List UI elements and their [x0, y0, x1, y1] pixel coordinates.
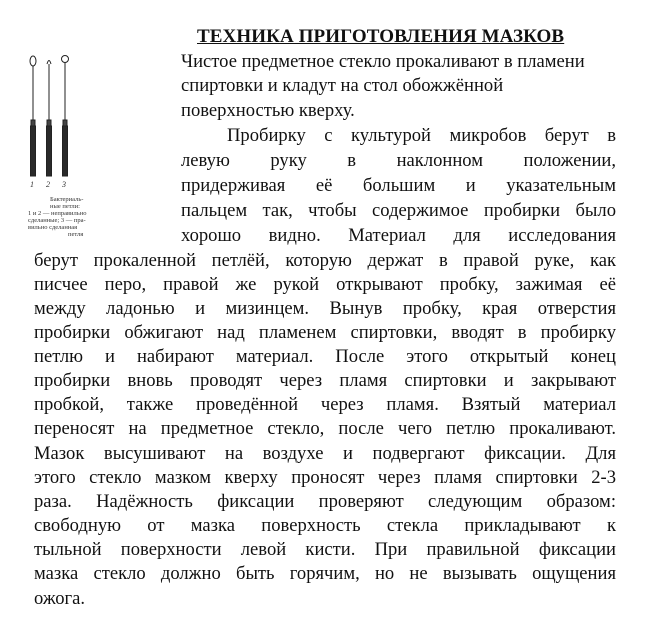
body-line: между ладонью и мизинцем. Вынув пробку, края отверстия	[34, 298, 616, 319]
body-line: левую руку в наклонном положении,	[181, 150, 616, 171]
loop-label-3: 3	[62, 180, 66, 189]
loop-label-1: 1	[30, 180, 34, 189]
body-line: спиртовки и кладут на стол обожжённой	[181, 75, 504, 96]
loop-2	[47, 61, 52, 177]
body-line: пробирки вновь проводят через пламя спиртовки и закрывают	[34, 370, 616, 391]
figure-caption-line: 1 и 2 — неправильно	[28, 210, 87, 217]
body-line: тыльной поверхности левой кисти. При правильной фиксации	[34, 539, 616, 560]
figure-caption-line: ные петли:	[50, 203, 80, 210]
body-line: пальцем так, чтобы содержимое пробирки было	[181, 200, 616, 221]
body-line: писчее перо, правой же рукой открывают пробку, зажимая её	[34, 274, 616, 295]
document-title: ТЕХНИКА ПРИГОТОВЛЕНИЯ МАЗКОВ	[197, 26, 565, 47]
body-line: этого стекло мазком кверху проносят через пламя спиртовки 2-3	[34, 467, 616, 488]
body-line: придерживая её большим и указательным	[181, 175, 616, 196]
body-line: мазка стекло должно быть горячим, но не вызывать ощущения	[34, 563, 616, 584]
loops-figure	[20, 50, 170, 250]
body-line: пробирки обжигают над пламенем спиртовки, вводят в пробирку	[34, 322, 616, 343]
figure-caption-line: вильно сделанная	[28, 224, 78, 231]
body-line: свободную от мазка поверхность стекла прикладывают к	[34, 515, 616, 536]
body-line: ожога.	[34, 588, 86, 609]
body-line: пробкой, также проведённой через пламя. Взятый материал	[34, 394, 616, 415]
loop-label-2: 2	[46, 180, 50, 189]
body-line: Пробирку с культурой микробов берут в	[227, 125, 616, 146]
body-line: хорошо видно. Материал для исследования	[181, 225, 616, 246]
body-line: переносят на предметное стекло, после чего петлю прокаливают.	[34, 418, 616, 439]
body-line: берут прокаленной петлёй, которую держат в правой руке, как	[34, 250, 616, 271]
body-line: раза. Надёжность фиксации проверяют следующим образом:	[34, 491, 616, 512]
loop-3	[62, 56, 69, 177]
body-line: Мазок высушивают на воздухе и подвергают фиксации. Для	[34, 443, 616, 464]
body-line: поверхностью кверху.	[181, 100, 355, 121]
figure-caption-line: сделанные; 3 — пра-	[28, 217, 86, 224]
body-line: Чистое предметное стекло прокаливают в пламени	[181, 51, 585, 72]
figure-caption-line: Бактериаль-	[50, 196, 84, 203]
loop-1	[30, 56, 36, 176]
figure-caption-line: петля	[68, 231, 84, 238]
body-line: петлю и набирают материал. После этого открытый конец	[34, 346, 616, 367]
